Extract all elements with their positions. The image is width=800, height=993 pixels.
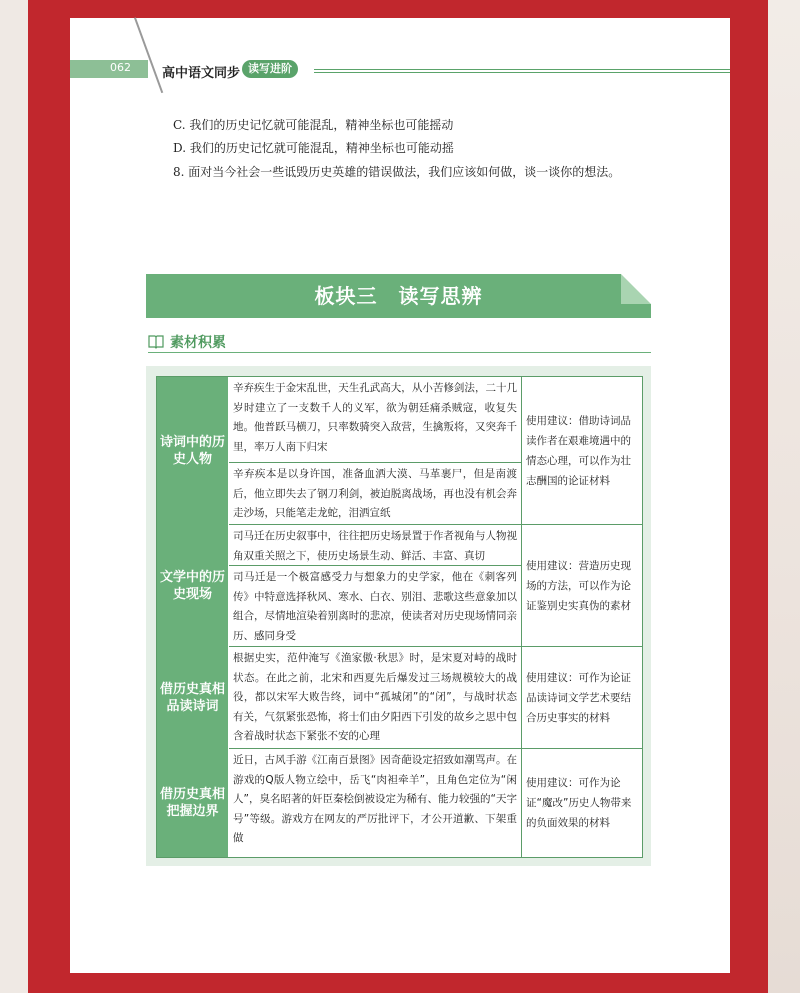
material-cell: 近日，古风手游《江南百景图》因奇葩设定招致如潮骂声。在游戏的Q版人物立绘中，岳飞“肉袒牵羊”，且角色定位为“闲人”，臭名昭著的奸臣秦桧倒被设定为稀有、能力较强的“天字号”等级。游戏方在网友的严厉批评下，才公开道歉、下架重做	[233, 754, 517, 844]
category-cell: 借历史真相品读诗词	[157, 647, 228, 750]
subsection-header	[148, 332, 651, 353]
advice-cell	[522, 749, 642, 857]
book-page	[70, 18, 730, 973]
option-d: D. 我们的历史记忆就可能混乱，精神坐标也可能动摇	[173, 141, 454, 155]
option-c: C. 我们的历史记忆就可能混乱，精神坐标也可能摇动	[173, 118, 454, 132]
section-title: 板块三 读写思辨	[314, 284, 483, 308]
header-rule	[314, 69, 730, 73]
material-cell: 司马迁是一个极富感受力与想象力的史学家，他在《刺客列传》中特意选择秋风、寒水、白衣、别泪、悲歌这些意象加以组合，尽情地渲染着别离时的悲凉，使读者对历史现场情同亲历、感同身受	[229, 566, 521, 647]
advice-text: 使用建议：可作为论证“魔改”历史人物带来的负面效果的材料	[526, 777, 632, 829]
advice-cell	[522, 647, 642, 749]
material-table	[156, 376, 643, 858]
column-divider	[521, 377, 522, 857]
advice-text: 使用建议：借助诗词品读作者在艰难境遇中的情态心理，可以作为壮志酬国的论证材料	[526, 414, 631, 487]
page-number: 062	[110, 61, 131, 74]
book-title: 高中语文同步	[162, 66, 241, 81]
open-book-icon	[148, 333, 164, 349]
advice-text: 使用建议：营造历史现场的方法，可以作为论证鉴别史实真伪的素材	[526, 559, 631, 612]
category-cell: 借历史真相把握边界	[157, 749, 228, 857]
question-8: 8. 面对当今社会一些诋毁历史英雄的错误做法，我们应该如何做，谈一谈你的想法。	[173, 165, 621, 179]
advice-cell	[522, 525, 642, 647]
decorative-edge	[768, 0, 800, 993]
subsection-title: 素材积累	[170, 335, 226, 351]
section-banner	[146, 274, 651, 318]
header-divider	[134, 17, 163, 93]
material-table-frame	[146, 366, 651, 866]
category-cell: 诗词中的历史人物	[157, 377, 228, 526]
material-cell: 辛弃疾本是以身许国，准备血洒大漠、马革裹尸，但是南渡后，他立即失去了钢刀利剑，被迫脱离战场，再也没有机会奔走沙场，只能笔走龙蛇，泪洒宣纸	[229, 463, 521, 525]
material-cell: 司马迁在历史叙事中，往往把历史场景置于作者视角与人物视角双重关照之下，使历史场景生动、鲜活、丰富、真切	[229, 525, 521, 566]
material-cell: 根据史实，范仲淹写《渔家傲·秋思》时，是宋夏对峙的战时状态。在此之前，北宋和西夏先后爆发过三场规模较大的战役，都以宋军大败告终，词中“孤城闭”的“闭”，与战时状态有关，气氛紧张恐怖，将士们由夕阳西下引发的故乡之思中包含着战时状态下紧张不安的心理	[229, 647, 521, 749]
advice-text: 使用建议：可作为论证品读诗词文学艺术要结合历史事实的材料	[526, 671, 631, 724]
banner-fold-corner	[621, 274, 651, 304]
material-cell: 辛弃疾生于金宋乱世，天生孔武高大，从小苦修剑法，二十几岁时建立了一支数千人的义军，欲为朝廷痛杀贼寇，收复失地。他普跃马横刀，只率数骑突入敌营，生擒叛将，又突奔千里，率万人南下归宋	[229, 377, 521, 463]
category-cell: 文学中的历史现场	[157, 525, 228, 648]
advice-cell	[522, 377, 642, 525]
page-number-band	[70, 60, 148, 78]
book-badge: 读写进阶	[242, 60, 298, 78]
